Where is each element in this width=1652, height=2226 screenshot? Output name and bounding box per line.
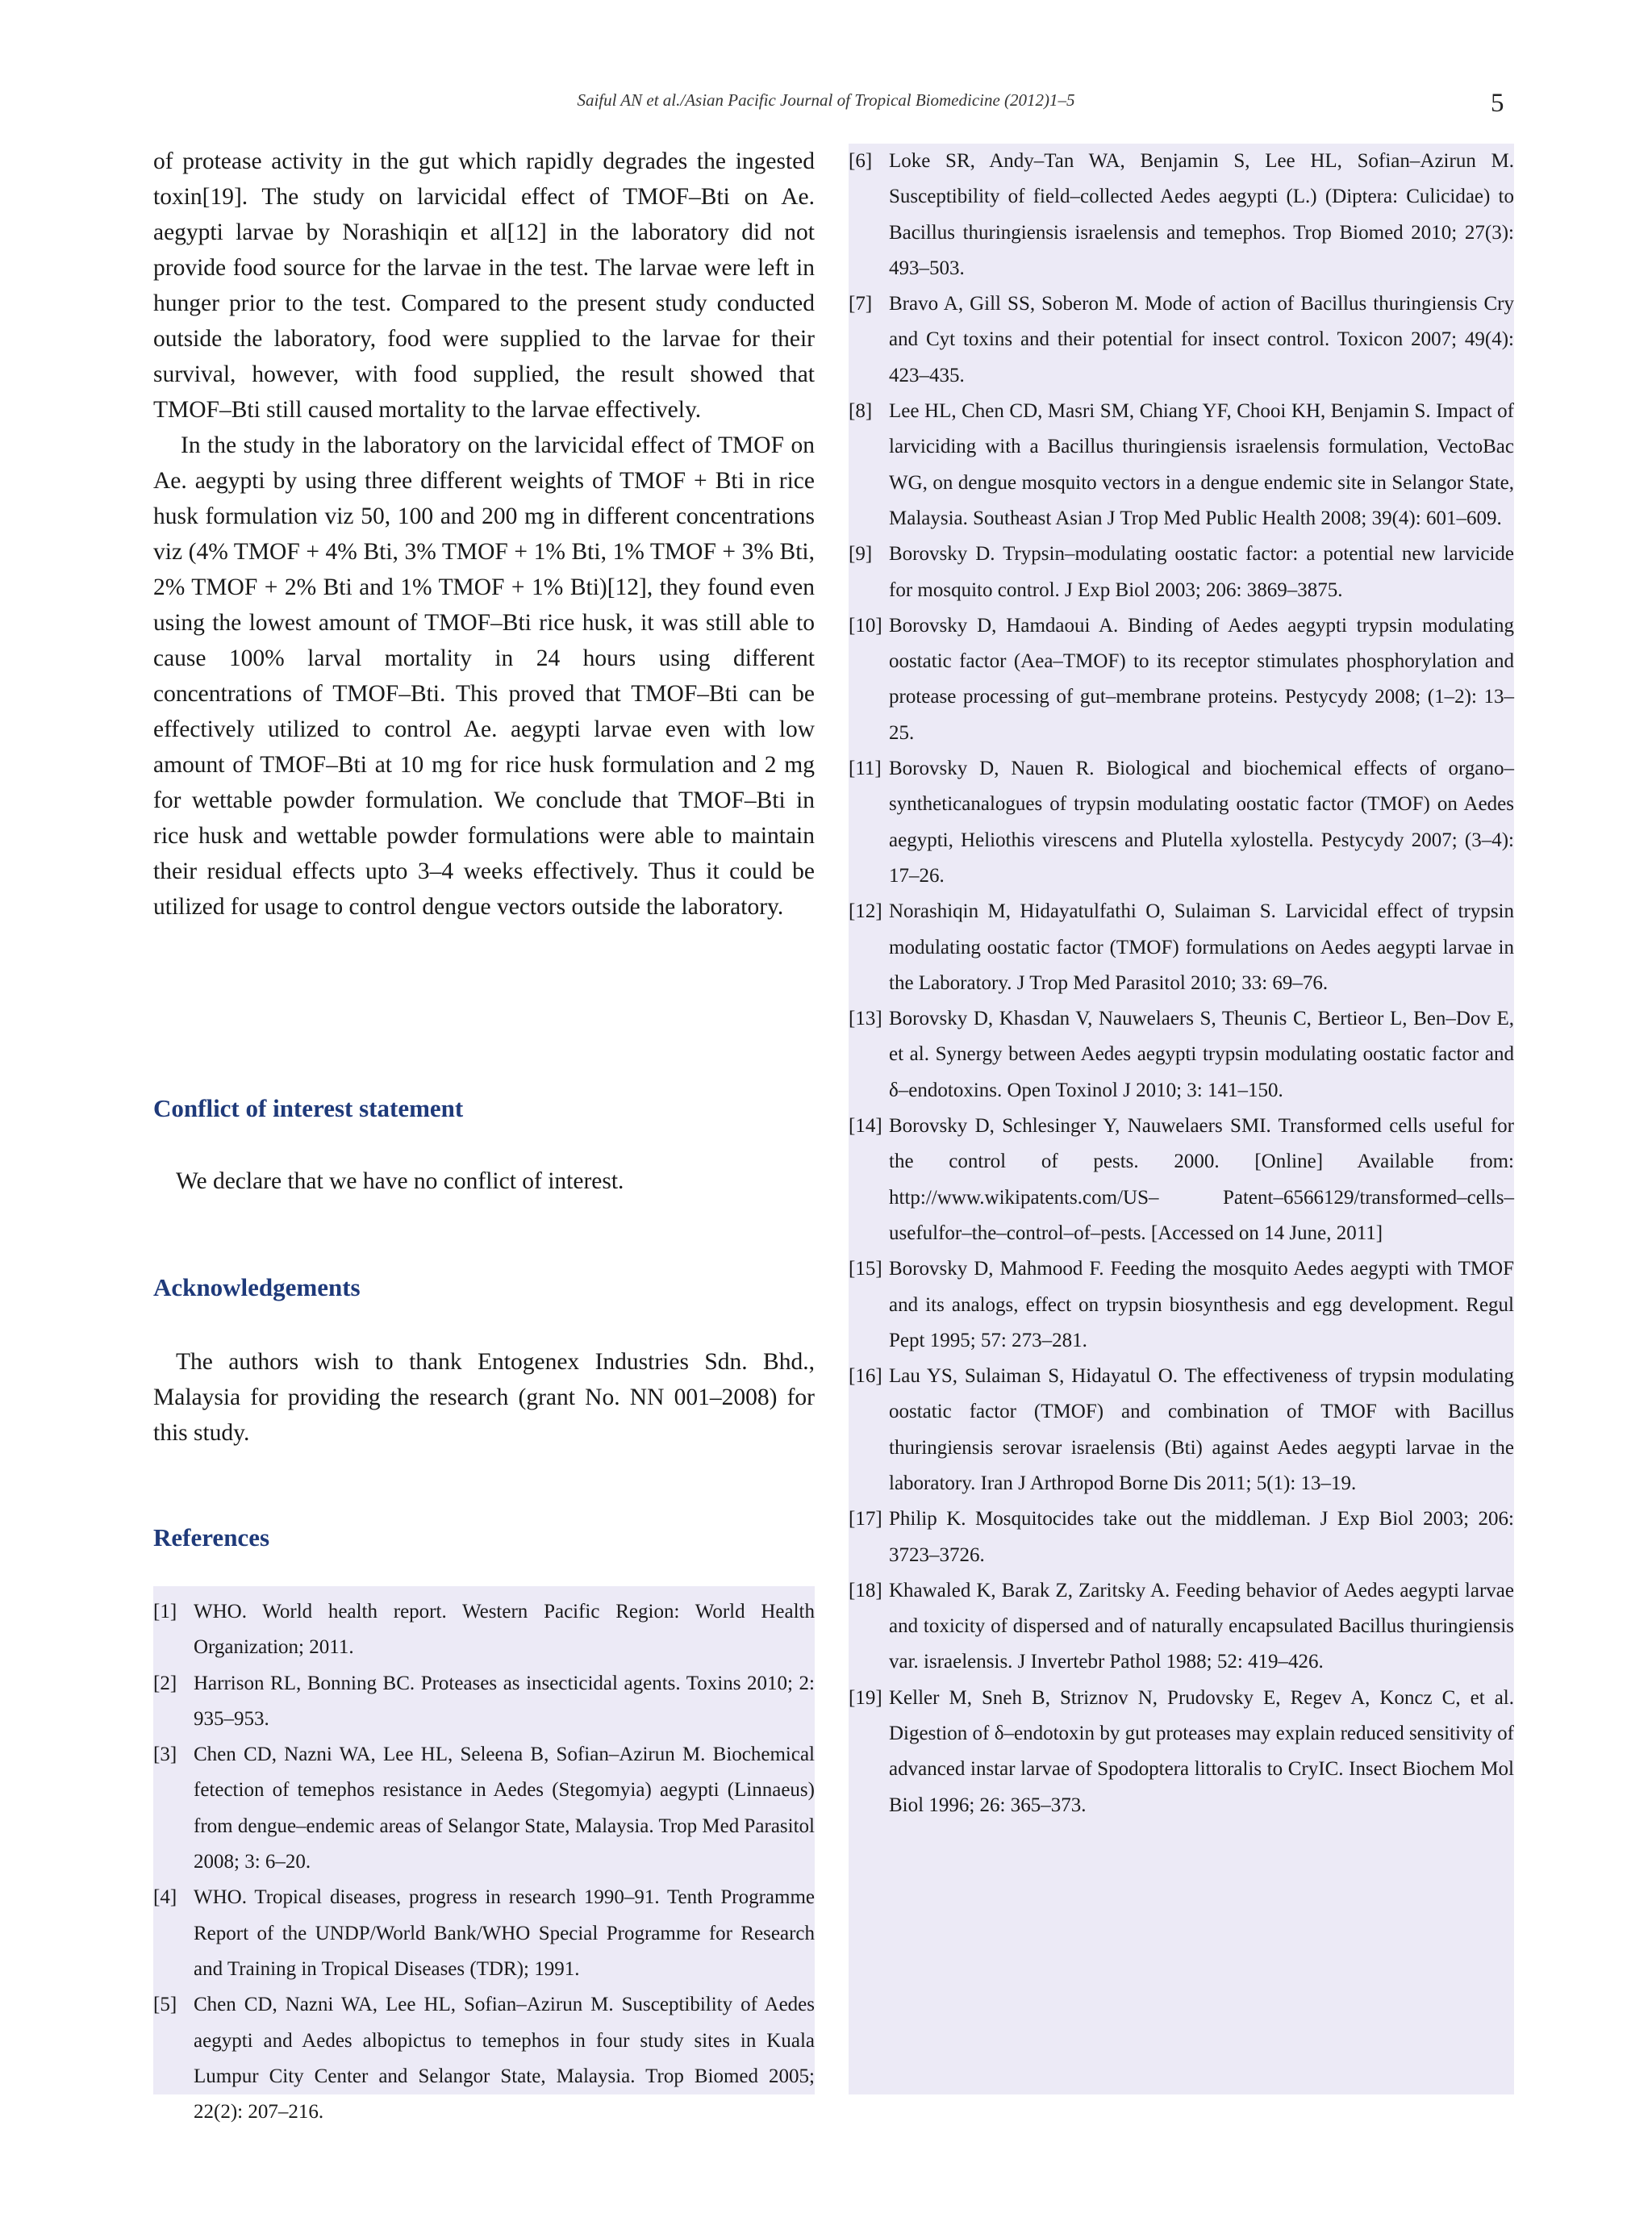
acknowledgements-text: The authors wish to thank Entogenex Industries Sdn. Bhd., Malaysia for providing the research (grant No. NN 001–2008) for this study. bbox=[153, 1349, 815, 1446]
reference-text: Borovsky D, Khasdan V, Nauwelaers S, Theunis C, Bertieor L, Ben–Dov E, et al. Synergy between Aedes aegypti trypsin modulating oostatic factor and δ–endotoxins. Open Toxinol J 2010; 3: 141–150. bbox=[889, 1008, 1514, 1101]
reference-text: Lau YS, Sulaiman S, Hidayatul O. The effectiveness of trypsin modulating oostatic factor (TMOF) and combination of TMOF with Bacillus thuringiensis serovar israelensis (Bti) against Aedes aegypti larvae in the laboratory. Iran J Arthropod Borne Dis 2011; 5(1): 13–19. bbox=[889, 1365, 1514, 1494]
reference-text: Khawaled K, Barak Z, Zaritsky A. Feeding behavior of Aedes aegypti larvae and toxicity of dispersed and of naturally encapsulated Bacillus thuringiensis var. israelensis. J Invertebr Pathol 1988; 52: 419–426. bbox=[889, 1579, 1514, 1673]
reference-text: Borovsky D. Trypsin–modulating oostatic factor: a potential new larvicide for mosquito control. J Exp Biol 2003; 206: 3869–3875. bbox=[889, 543, 1514, 601]
reference-item bbox=[849, 394, 1514, 537]
reference-text: Chen CD, Nazni WA, Lee HL, Seleena B, Sofian–Azirun M. Biochemical fetection of temephos resistance in Aedes (Stegomyia) aegypti (Linnaeus) from dengue–endemic areas of Selangor State, Malaysia. Trop Med Parasitol 2008; 3: 6–20. bbox=[194, 1744, 815, 1873]
reference-item bbox=[849, 751, 1514, 894]
reference-number: [3] bbox=[153, 1744, 177, 1766]
reference-item bbox=[849, 608, 1514, 751]
reference-number: [5] bbox=[153, 1994, 177, 2016]
reference-number: [17] bbox=[849, 1508, 882, 1531]
reference-text: WHO. World health report. Western Pacific Region: World Health Organization; 2011. bbox=[194, 1601, 815, 1659]
reference-item bbox=[849, 1251, 1514, 1359]
reference-text: Norashiqin M, Hidayatulfathi O, Sulaiman S. Larvicidal effect of trypsin modulating oostatic factor (TMOF) formulations on Aedes aegypti larvae in the Laboratory. J Trop Med Parasitol 2010; 33: 69–76. bbox=[889, 900, 1514, 994]
reference-text: Borovsky D, Nauen R. Biological and biochemical effects of organo–syntheticanalogues of trypsin modulating oostatic factor (TMOF) on Aedes aegypti, Heliothis virescens and Plutella xylostella. Pestycydy 2007; (3–4): 17–26. bbox=[889, 758, 1514, 887]
reference-number: [18] bbox=[849, 1579, 882, 1602]
reference-item bbox=[849, 537, 1514, 608]
reference-number: [14] bbox=[849, 1115, 882, 1138]
conflict-text: We declare that we have no conflict of interest. bbox=[176, 1168, 624, 1194]
reference-text: Borovsky D, Mahmood F. Feeding the mosquito Aedes aegypti with TMOF and its analogs, effect on trypsin biosynthesis and egg development. Regul Pept 1995; 57: 273–281. bbox=[889, 1258, 1514, 1351]
reference-item bbox=[849, 286, 1514, 394]
reference-text: Borovsky D, Hamdaoui A. Binding of Aedes aegypti trypsin modulating oostatic factor (Aea–TMOF) to its receptor stimulates phosphorylation and protease processing of gut–membrane proteins. Pestycydy 2008; (1–2): 13–25. bbox=[889, 614, 1514, 744]
body-column-left bbox=[153, 144, 815, 925]
reference-number: [7] bbox=[849, 293, 873, 315]
acknowledgements-heading: Acknowledgements bbox=[153, 1273, 361, 1301]
reference-item bbox=[153, 1880, 815, 1987]
reference-item bbox=[849, 1573, 1514, 1681]
reference-text: Philip K. Mosquitocides take out the middleman. J Exp Biol 2003; 206: 3723–3726. bbox=[889, 1508, 1514, 1566]
reference-number: [19] bbox=[849, 1686, 882, 1709]
reference-item bbox=[153, 1594, 815, 1666]
reference-number: [10] bbox=[849, 614, 882, 637]
reference-number: [8] bbox=[849, 400, 873, 423]
reference-number: [12] bbox=[849, 900, 882, 923]
conflict-heading: Conflict of interest statement bbox=[153, 1094, 464, 1122]
reference-text: Lee HL, Chen CD, Masri SM, Chiang YF, Chooi KH, Benjamin S. Impact of larviciding with a Bacillus thuringiensis israelensis formulation, VectoBac WG, on dengue mosquito vectors in a dengue endemic site in Selangor State, Malaysia. Southeast Asian J Trop Med Public Health 2008; 39(4): 601–609. bbox=[889, 400, 1514, 529]
reference-item bbox=[153, 1666, 815, 1738]
reference-number: [16] bbox=[849, 1365, 882, 1388]
reference-item bbox=[153, 1987, 815, 2130]
body-paragraph-1: of protease activity in the gut which rapidly degrades the ingested toxin[19]. The study on larvicidal effect of TMOF–Bti on Ae. aegypti larvae by Norashiqin et al[12] in the laboratory did not provide food source for the larvae in the test. The larvae were left in hunger prior to the test. Compared to the present study conducted outside the laboratory, food were supplied to the larvae for their survival, however, with food supplied, the result showed that TMOF–Bti still caused mortality to the larvae effectively. bbox=[153, 148, 815, 423]
references-heading: References bbox=[153, 1523, 270, 1552]
reference-item bbox=[849, 144, 1514, 286]
reference-number: [11] bbox=[849, 758, 882, 780]
reference-number: [4] bbox=[153, 1886, 177, 1909]
running-head: Saiful AN et al./Asian Pacific Journal of Tropical Biomedicine (2012)1–5 bbox=[577, 90, 1075, 110]
reference-number: [1] bbox=[153, 1601, 177, 1623]
reference-list-right bbox=[849, 144, 1514, 1823]
body-paragraph-2: In the study in the laboratory on the larvicidal effect of TMOF on Ae. aegypti by using three different weights of TMOF + Bti in rice husk formulation viz 50, 100 and 200 mg in different concentrations viz (4% TMOF + 4% Bti, 3% TMOF + 1% Bti, 1% TMOF + 3% Bti, 2% TMOF + 2% Bti and 1% TMOF + 1% Bti)[12], they found even using the lowest amount of TMOF–Bti rice husk, it was still able to cause 100% larval mortality in 24 hours using different concentrations of TMOF–Bti. This proved that TMOF–Bti can be effectively utilized to control Ae. aegypti larvae even with low amount of TMOF–Bti at 10 mg for rice husk formulation and 2 mg for wettable powder formulation. We conclude that TMOF–Bti in rice husk and wettable powder formulations were able to maintain their residual effects upto 3–4 weeks effectively. Thus it could be utilized for usage to control dengue vectors outside the laboratory. bbox=[153, 432, 815, 920]
reference-item bbox=[849, 1359, 1514, 1501]
reference-number: [13] bbox=[849, 1008, 882, 1030]
reference-number: [6] bbox=[849, 150, 873, 172]
reference-text: Harrison RL, Bonning BC. Proteases as insecticidal agents. Toxins 2010; 2: 935–953. bbox=[194, 1672, 815, 1730]
reference-item bbox=[849, 894, 1514, 1001]
reference-item bbox=[153, 1737, 815, 1880]
reference-item bbox=[849, 1681, 1514, 1823]
reference-text: Borovsky D, Schlesinger Y, Nauwelaers SMI. Transformed cells useful for the control of pests. 2000. [Online] Available from: http://www.wikipatents.com/US– Patent–6566129/transformed–cells–usefulfor–the–control–of–pests. [Accessed on 14 June, 2011] bbox=[889, 1115, 1514, 1244]
reference-text: Chen CD, Nazni WA, Lee HL, Sofian–Azirun M. Susceptibility of Aedes aegypti and Aedes albopictus to temephos in four study sites in Kuala Lumpur City Center and Selangor State, Malaysia. Trop Biomed 2005; 22(2): 207–216. bbox=[194, 1994, 815, 2124]
reference-number: [15] bbox=[849, 1258, 882, 1280]
reference-list-left bbox=[153, 1594, 815, 2130]
reference-item bbox=[849, 1109, 1514, 1251]
page-number: 5 bbox=[1491, 89, 1504, 118]
reference-text: Bravo A, Gill SS, Soberon M. Mode of action of Bacillus thuringiensis Cry and Cyt toxins and their potential for insect control. Toxicon 2007; 49(4): 423–435. bbox=[889, 293, 1514, 386]
reference-item bbox=[849, 1501, 1514, 1573]
reference-text: Keller M, Sneh B, Striznov N, Prudovsky E, Regev A, Koncz C, et al. Digestion of δ–endotoxin by gut proteases may explain reduced sensitivity of advanced instar larvae of Spodoptera littoralis to CryIC. Insect Biochem Mol Biol 1996; 26: 365–373. bbox=[889, 1686, 1514, 1816]
reference-number: [2] bbox=[153, 1672, 177, 1694]
reference-item bbox=[849, 1001, 1514, 1109]
reference-text: WHO. Tropical diseases, progress in research 1990–91. Tenth Programme Report of the UNDP/World Bank/WHO Special Programme for Research and Training in Tropical Diseases (TDR); 1991. bbox=[194, 1886, 815, 1980]
reference-text: Loke SR, Andy–Tan WA, Benjamin S, Lee HL, Sofian–Azirun M. Susceptibility of field–collected Aedes aegypti (L.) (Diptera: Culicidae) to Bacillus thuringiensis israelensis and temephos. Trop Biomed 2010; 27(3): 493–503. bbox=[889, 150, 1514, 279]
reference-number: [9] bbox=[849, 543, 873, 566]
